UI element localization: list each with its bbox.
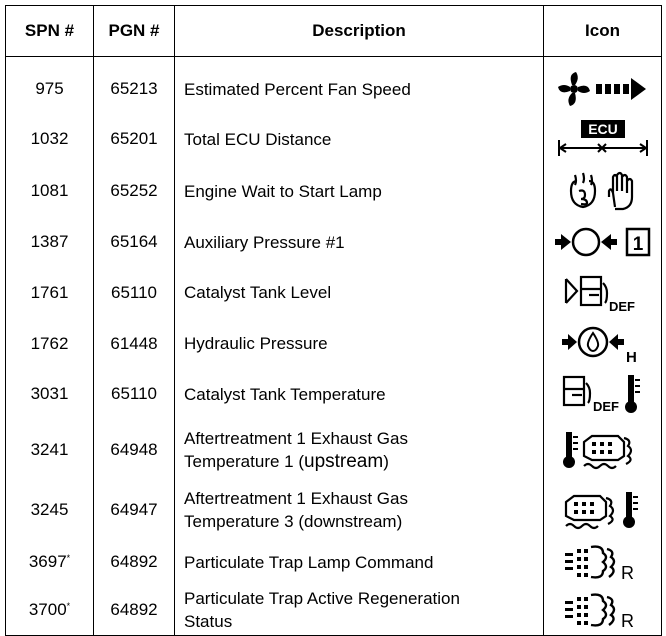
description-line: Particulate Trap Active Regeneration <box>184 588 460 608</box>
table-row <box>6 369 662 419</box>
hydraulic-pressure-icon <box>560 324 646 364</box>
spn-footnote-mark: * <box>66 600 71 611</box>
header-description: Description <box>175 6 544 57</box>
header-icon: Icon <box>544 6 662 57</box>
description-cell: Catalyst Tank Temperature <box>175 369 544 419</box>
pgn-cell: 65164 <box>94 217 175 267</box>
spn-cell <box>6 539 94 585</box>
description-line: Aftertreatment 1 Exhaust Gas <box>184 429 408 448</box>
table-row <box>6 585 662 635</box>
spn-footnote-mark: * <box>66 553 71 563</box>
spn-cell: 1387 <box>6 217 94 267</box>
spn-pgn-table <box>5 5 662 636</box>
pressure-index-label: 1 <box>632 234 643 255</box>
description-cell <box>175 585 544 635</box>
table-row <box>6 267 662 318</box>
table-row <box>6 217 662 267</box>
exhaust-gas-temp-upstream-icon <box>562 428 644 472</box>
description-cell: Estimated Percent Fan Speed <box>175 65 544 113</box>
pgn-cell: 64948 <box>94 419 175 481</box>
def-label: DEF <box>592 399 619 414</box>
description-line: Aftertreatment 1 Exhaust Gas <box>184 489 408 508</box>
header-spn: SPN # <box>6 6 94 57</box>
wait-to-start-icon <box>563 171 643 211</box>
description-cell: Catalyst Tank Level <box>175 267 544 318</box>
spn-value: 3697 <box>28 552 67 571</box>
pgn-cell: 64947 <box>94 481 175 539</box>
description-line: Temperature 3 (downstream) <box>184 512 403 531</box>
description-cell <box>175 481 544 539</box>
description-cell: Auxiliary Pressure #1 <box>175 217 544 267</box>
pgn-cell: 64892 <box>94 585 175 635</box>
spn-cell: 3031 <box>6 369 94 419</box>
pgn-cell: 65252 <box>94 165 175 217</box>
table-row <box>6 165 662 217</box>
pgn-cell: 61448 <box>94 318 175 369</box>
regen-label: R <box>620 563 634 583</box>
description-cell: Particulate Trap Lamp Command <box>175 539 544 585</box>
spacer-row <box>6 57 662 66</box>
description-line: Temperature 1 ( <box>184 452 304 471</box>
spn-cell: 1761 <box>6 267 94 318</box>
spn-cell: 975 <box>6 65 94 113</box>
description-line: ) <box>383 452 389 471</box>
description-cell: Engine Wait to Start Lamp <box>175 165 544 217</box>
hydraulic-label: H <box>625 348 637 364</box>
particulate-trap-lamp-icon <box>563 541 643 583</box>
description-cell: Total ECU Distance <box>175 113 544 165</box>
description-cell <box>175 419 544 481</box>
spn-cell: 3241 <box>6 419 94 481</box>
ecu-label: ECU <box>587 121 618 137</box>
table-row <box>6 539 662 585</box>
auxiliary-pressure-icon <box>555 225 651 259</box>
exhaust-gas-temp-downstream-icon <box>562 488 644 532</box>
table-row <box>6 318 662 369</box>
spn-cell: 3245 <box>6 481 94 539</box>
ecu-distance-icon <box>556 118 650 160</box>
pgn-cell: 65213 <box>94 65 175 113</box>
spn-cell: 1762 <box>6 318 94 369</box>
table-row <box>6 113 662 165</box>
regen-label: R <box>620 610 634 631</box>
table-row <box>6 481 662 539</box>
header-row <box>6 6 662 57</box>
catalyst-tank-level-icon <box>563 273 643 313</box>
description-cell: Hydraulic Pressure <box>175 318 544 369</box>
header-pgn: PGN # <box>94 6 175 57</box>
spn-cell: 1081 <box>6 165 94 217</box>
pgn-cell: 64892 <box>94 539 175 585</box>
catalyst-tank-temperature-icon <box>561 373 645 415</box>
spn-value: 3700 <box>28 599 67 619</box>
particulate-trap-regen-icon <box>563 589 643 631</box>
fan-speed-icon <box>558 70 648 108</box>
table-row <box>6 419 662 481</box>
description-line: Status <box>184 611 233 631</box>
description-emphasis: upstream <box>304 451 384 472</box>
pgn-cell: 65201 <box>94 113 175 165</box>
pgn-cell: 65110 <box>94 267 175 318</box>
def-label: DEF <box>608 298 635 313</box>
spn-cell <box>6 585 94 635</box>
pgn-cell: 65110 <box>94 369 175 419</box>
spn-cell: 1032 <box>6 113 94 165</box>
table-row <box>6 65 662 113</box>
